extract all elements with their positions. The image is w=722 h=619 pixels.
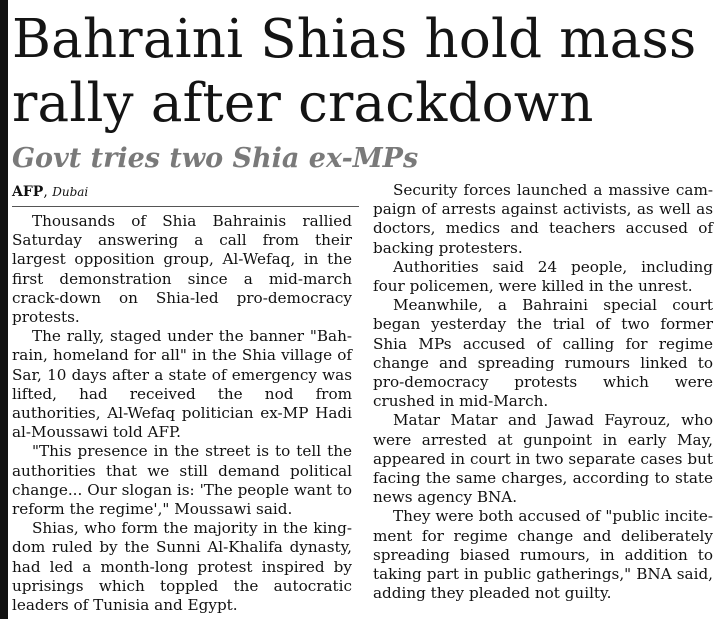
- article-paragraph: Authorities said 24 people, including four policemen, were killed in the unrest.: [373, 257, 713, 296]
- byline-place: Dubai: [52, 185, 89, 199]
- byline-separator: ,: [43, 184, 53, 200]
- article-paragraph: The rally, staged under the banner "Bah-rain, homeland for all" in the Shia village of Sar, 10 days after a state of emergency was lifted, had received the nod from authorities, Al-Wefaq politician ex-MP Hadi al-Moussawi told AFP.: [12, 327, 352, 442]
- article-paragraph: "This presence in the street is to tell the authorities that we still demand political change... Our slogan is: 'The people want to reform the regime'," Moussawi said.: [12, 442, 352, 519]
- news-article: [12, 0, 712, 619]
- byline-agency: AFP: [12, 184, 44, 200]
- article-paragraph: Shias, who form the majority in the king-dom ruled by the Sunni Al-Khalifa dynasty, had led a month-long protest inspired by uprisings which toppled the autocratic leaders of Tunisia and Egypt.: [12, 519, 352, 615]
- article-column-left: [12, 212, 352, 615]
- page-edge-bar: [0, 0, 8, 619]
- article-paragraph: Thousands of Shia Bahrainis rallied Saturday answering a call from their largest opposition group, Al-Wefaq, in the first demonstration since a mid-march crack-down on Shia-led pro-democracy protests.: [12, 212, 352, 327]
- byline: [12, 182, 357, 202]
- article-paragraph: Matar Matar and Jawad Fayrouz, who were arrested at gunpoint in early May, appeared in court in two separate cases but facing the same charges, according to state news agency BNA.: [373, 411, 713, 507]
- article-column-right: [373, 181, 713, 603]
- byline-rule: [12, 206, 359, 207]
- article-paragraph: Security forces launched a massive cam-paign of arrests against activists, as well as doctors, medics and teachers accused of backing protesters.: [373, 181, 713, 257]
- headline: Bahraini Shias hold mass rally after crackdown: [12, 9, 697, 134]
- subheadline: Govt tries two Shia ex-MPs: [12, 143, 419, 174]
- article-paragraph: They were both accused of "public incite-ment for regime change and deliberately spreading biased rumours, in addition to taking part in public gatherings," BNA said, adding they pleaded not guilty.: [373, 507, 713, 603]
- article-paragraph: Meanwhile, a Bahraini special court began yesterday the trial of two former Shia MPs accused of calling for regime change and spreading rumours linked to pro-democracy protests which were crushed in mid-March.: [373, 296, 713, 411]
